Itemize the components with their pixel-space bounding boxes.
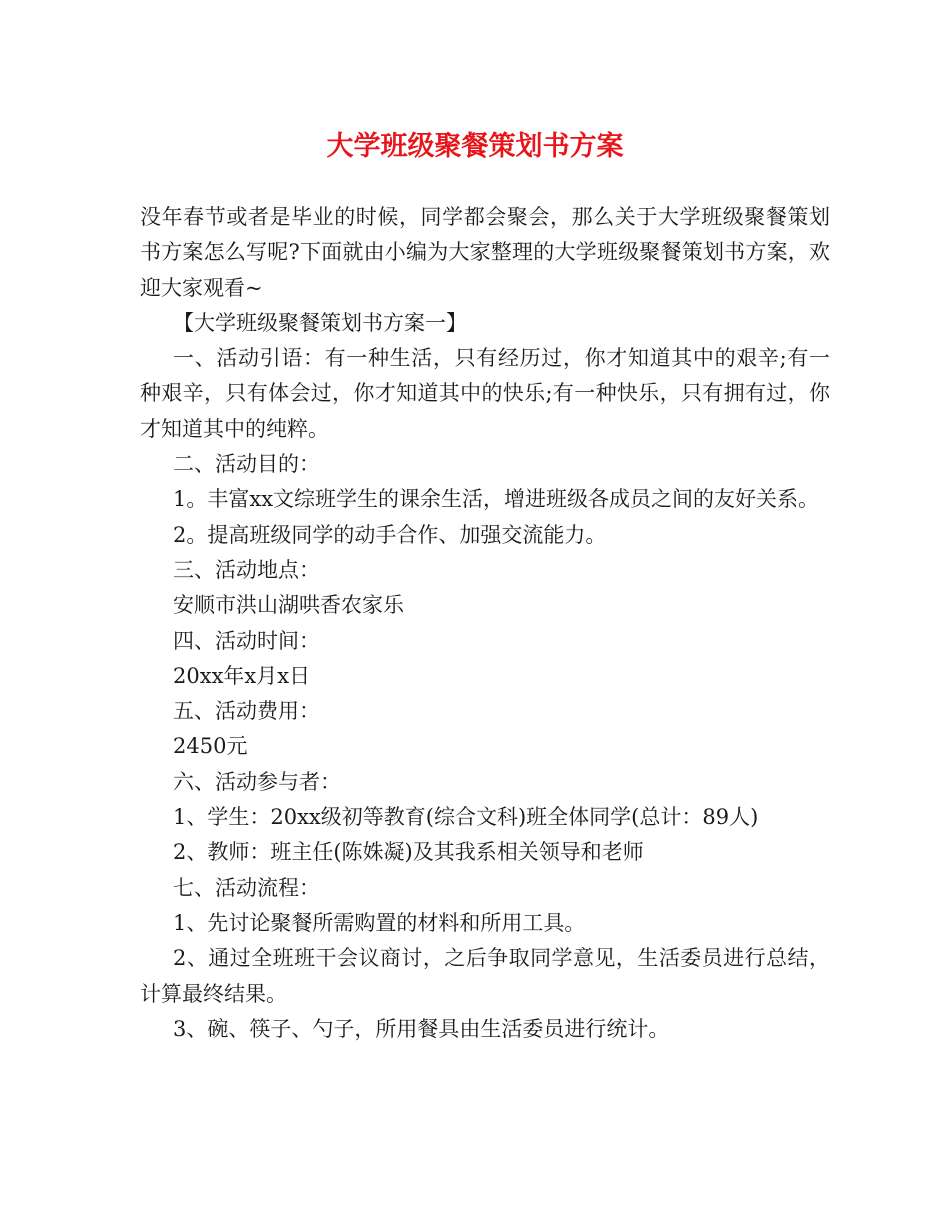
process-step-2: 2、通过全班班干会议商讨，之后争取同学意见，生活委员进行总结，计算最终结果。	[140, 946, 830, 1006]
document-body	[140, 200, 830, 1047]
participants-students: 1、学生：20xx级初等教育(综合文科)班全体同学(总计：89人)	[173, 805, 759, 830]
participants-teachers: 2、教师：班主任(陈姝凝)及其我系相关领导和老师	[173, 840, 644, 865]
activity-location-heading: 三、活动地点：	[173, 557, 320, 582]
intro-paragraph: 没年春节或者是毕业的时候，同学都会聚会，那么关于大学班级聚餐策划书方案怎么写呢?下面就由小编为大家整理的大学班级聚餐策划书方案，欢迎大家观看~	[140, 205, 830, 300]
activity-process-heading: 七、活动流程：	[173, 875, 320, 900]
process-step-3: 3、碗、筷子、勺子，所用餐具由生活委员进行统计。	[173, 1016, 670, 1041]
purpose-item-1: 1。丰富xx文综班学生的课余生活，增进班级各成员之间的友好关系。	[173, 487, 820, 512]
section-heading-plan-one: 【大学班级聚餐策划书方案一】	[173, 310, 467, 335]
purpose-item-2: 2。提高班级同学的动手合作、加强交流能力。	[173, 522, 607, 547]
participants-heading: 六、活动参与者：	[173, 769, 341, 794]
process-step-1: 1、先讨论聚餐所需购置的材料和所用工具。	[173, 910, 586, 935]
activity-time-value: 20xx年x月x日	[173, 663, 311, 688]
activity-cost-heading: 五、活动费用：	[173, 699, 320, 724]
activity-time-heading: 四、活动时间：	[173, 628, 320, 653]
activity-cost-value: 2450元	[173, 734, 248, 759]
document-title: 大学班级聚餐策划书方案	[326, 131, 624, 162]
activity-purpose-heading: 二、活动目的：	[173, 452, 320, 477]
activity-location-value: 安顺市洪山湖哄香农家乐	[173, 593, 404, 618]
activity-intro-paragraph: 一、活动引语：有一种生活，只有经历过，你才知道其中的艰辛;有一种艰辛，只有体会过，你才知道其中的快乐;有一种快乐，只有拥有过，你才知道其中的纯粹。	[140, 346, 830, 441]
